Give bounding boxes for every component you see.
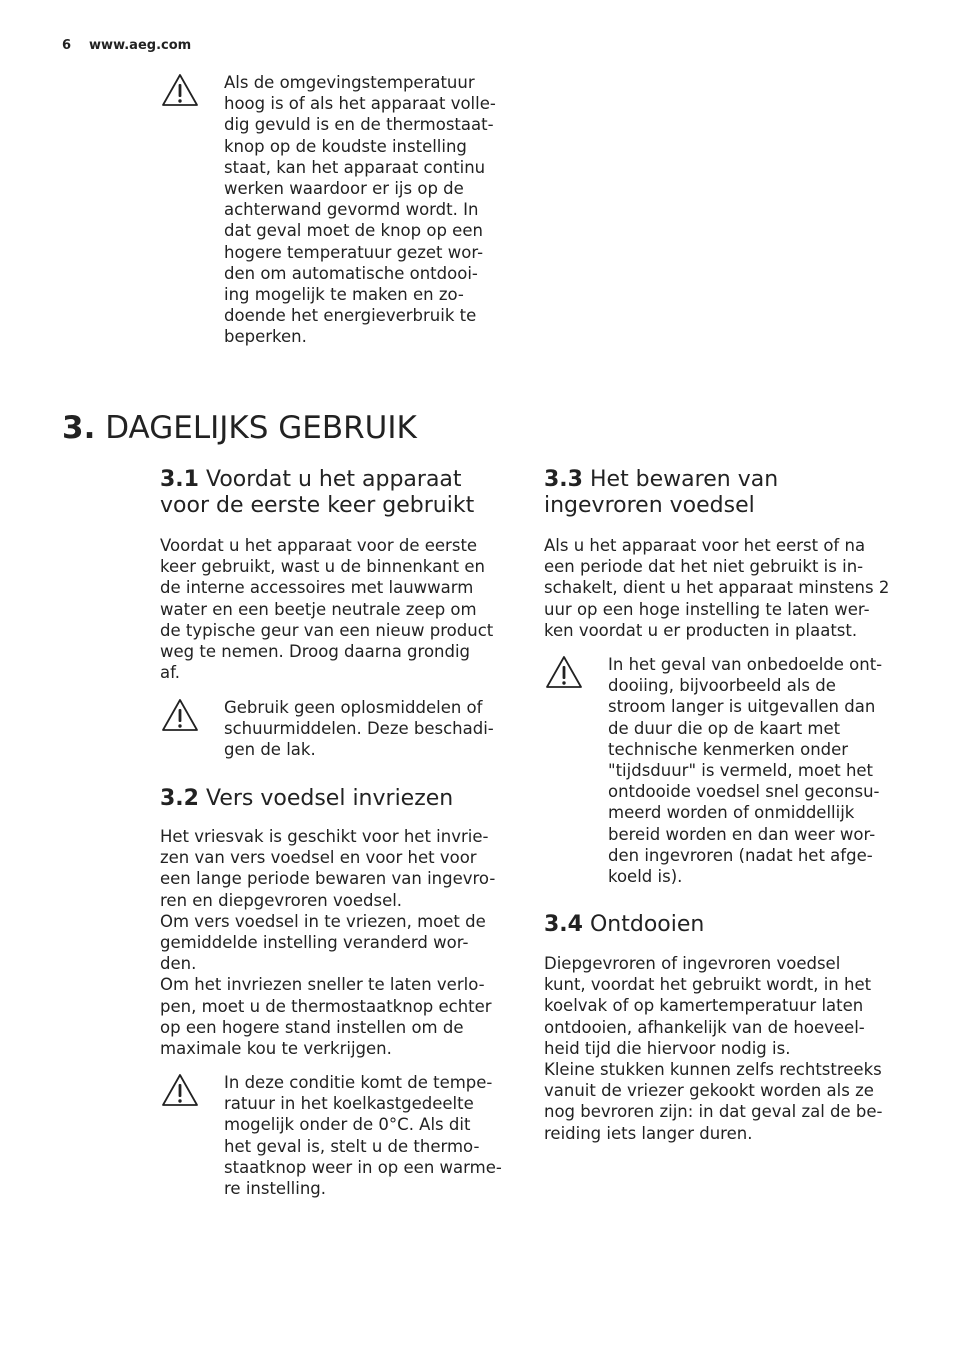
warning-icon	[160, 1072, 200, 1108]
section-title: Het bewaren van ingevroren voedsel	[544, 467, 779, 518]
chapter-title: DAGELIJKS GEBRUIK	[105, 410, 417, 446]
section-heading-3-1	[160, 467, 474, 519]
warning-text: In het geval van onbedoelde ont- dooiing, bijvoorbeeld als de stroom langer is uitgevallen dan de duur die op de kaart met technische kenmerken onder "tijdsduur" is vermeld, moet het ontdooide voedsel snel geconsu- meerd worden of onmiddellijk bereid worden en dan weer wor- den ingevroren (nadat het afge- koeld is).	[608, 655, 883, 887]
section-3-3-body: Als u het apparaat voor het eerst of na een periode dat het niet gebruikt is in- schakelt, dient u het apparaat minstens 2 uur op een hoge instelling te laten wer- ken voordat u er producten in plaatst.	[544, 536, 890, 640]
section-number: 3.2	[160, 786, 199, 811]
warning-icon	[544, 654, 584, 690]
page-number: 6	[62, 38, 72, 53]
website-link[interactable]: www.aeg.com	[89, 38, 192, 53]
section-heading-3-4	[544, 912, 704, 938]
chapter-number: 3.	[62, 410, 96, 446]
section-number: 3.1	[160, 467, 199, 492]
warning-text: Als de omgevingstemperatuur hoog is of als het apparaat volle- dig gevuld is en de thermostaat- knop op de koudste instelling staat, kan het apparaat continu werken waardoor er ijs op de achterwand gevormd wordt. In dat geval moet de knop op een hogere temperatuur gezet wor- den om automatische ontdooi- ing mogelijk te maken en zo- doende het energieverbruik te beperken.	[224, 73, 496, 347]
section-heading-3-2	[160, 786, 453, 812]
page-header	[62, 38, 191, 53]
section-title: Ontdooien	[589, 912, 705, 937]
section-title: Vers voedsel invriezen	[205, 786, 454, 811]
warning-text: In deze conditie komt de tempe- ratuur in het koelkastgedeelte mogelijk onder de 0°C. Als dit het geval is, stelt u de thermo- staatknop weer in op een warme- re instelling.	[224, 1073, 502, 1199]
warning-text: Gebruik geen oplosmiddelen of schuurmiddelen. Deze beschadi- gen de lak.	[224, 698, 494, 760]
chapter-heading	[62, 408, 417, 448]
section-3-1-body: Voordat u het apparaat voor de eerste keer gebruikt, wast u de binnenkant en de interne accessoires met lauwwarm water en een beetje neutrale zeep om de typische geur van een nieuw product weg te nemen. Droog daarna grondig af.	[160, 536, 494, 683]
section-3-2-body: Het vriesvak is geschikt voor het invrie- zen van vers voedsel en voor het voor een lange periode bewaren van ingevro- ren en diepgevroren voedsel. Om vers voedsel in te vriezen, moet de gemiddelde instelling veranderd wor- den. Om het invriezen sneller te laten verlo- pen, moet u de thermostaatknop echter op een hogere stand instellen om de maximale kou te verkrijgen.	[160, 827, 496, 1059]
section-heading-3-3	[544, 467, 778, 519]
section-number: 3.3	[544, 467, 583, 492]
section-number: 3.4	[544, 912, 583, 937]
warning-icon	[160, 72, 200, 108]
warning-icon	[160, 697, 200, 733]
section-title: Voordat u het apparaat voor de eerste keer gebruikt	[160, 467, 475, 518]
section-3-4-body: Diepgevroren of ingevroren voedsel kunt, voordat het gebruikt wordt, in het koelvak of op kamertemperatuur laten ontdooien, afhankelijk van de hoeveel- heid tijd die hiervoor nodig is. Kleine stukken kunnen zelfs rechtstreeks vanuit de vriezer gekookt worden als ze nog bevroren zijn: in dat geval zal de be- reiding iets langer duren.	[544, 954, 883, 1143]
